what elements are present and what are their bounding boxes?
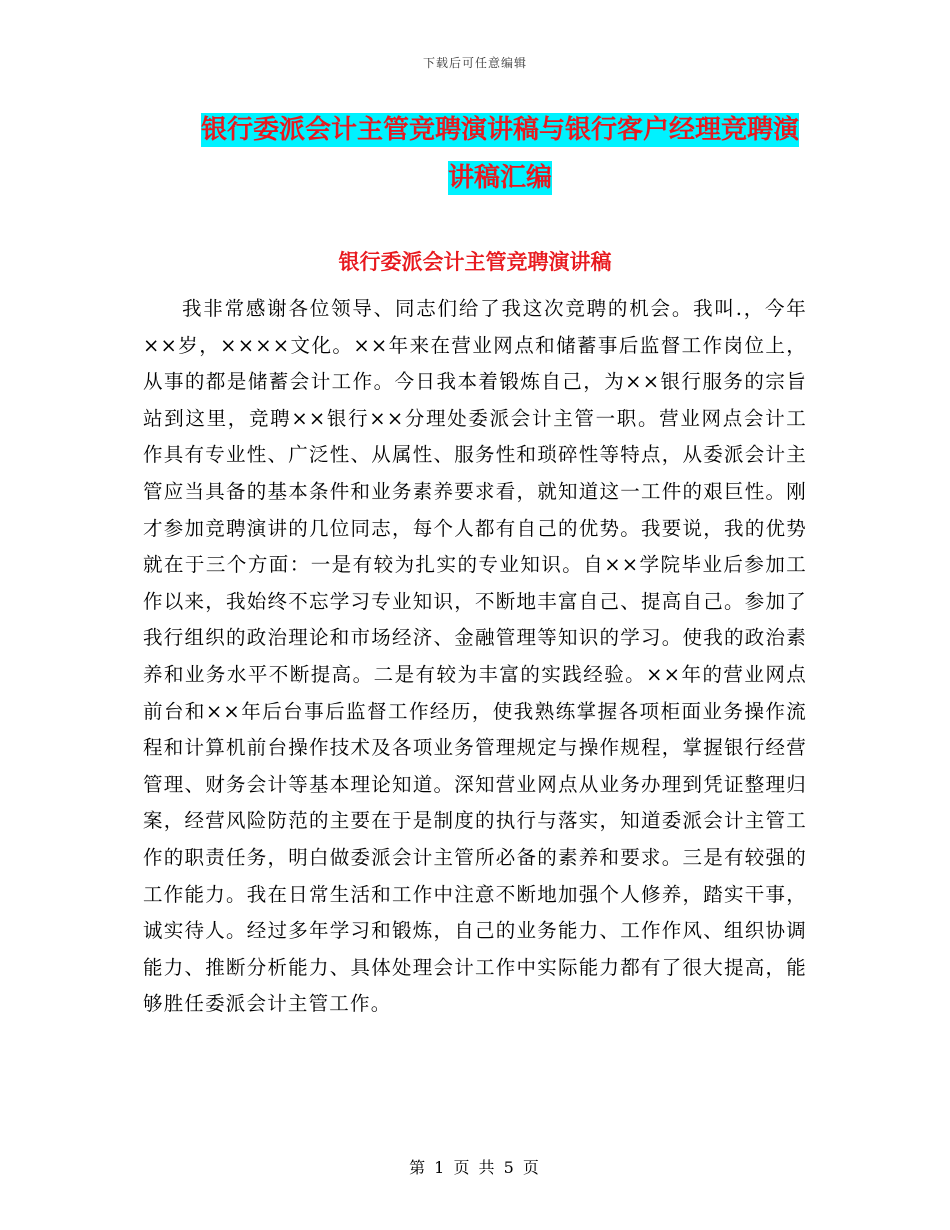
- document-title-line-1: 银行委派会计主管竞聘演讲稿与银行客户经理竞聘演: [200, 115, 799, 145]
- section-title: 银行委派会计主管竞聘演讲稿: [338, 250, 612, 274]
- body-paragraph: 我非常感谢各位领导、同志们给了我这次竞聘的机会。我叫.，今年××岁，××××文化。××年来在营业网点和储蓄事后监督工作岗位上，从事的都是储蓄会计工作。今日我本着锻炼自己，为××银行服务的宗旨站到这里，竞聘××银行××分理处委派会计主管一职。营业网点会计工作具有专业性、广泛性、从属性、服务性和琐碎性等特点，从委派会计主管应当具备的基本条件和业务素养要求看，就知道这一工件的艰巨性。刚才参加竞聘演讲的几位同志，每个人都有自己的优势。我要说，我的优势就在于三个方面：一是有较为扎实的专业知识。自××学院毕业后参加工作以来，我始终不忘学习专业知识，不断地丰富自己、提高自己。参加了我行组织的政治理论和市场经济、金融管理等知识的学习。使我的政治素养和业务水平不断提高。二是有较为丰富的实践经验。××年的营业网点前台和××年后台事后监督工作经历，使我熟练掌握各项柜面业务操作流程和计算机前台操作技术及各项业务管理规定与操作规程，掌握银行经营管理、财务会计等基本理论知道。深知营业网点从业务办理到凭证整理归案，经营风险防范的主要在于是制度的执行与落实，知道委派会计主管工作的职责任务，明白做委派会计主管所必备的素养和要求。三是有较强的工作能力。我在日常生活和工作中注意不断地加强个人修养，踏实干事，诚实待人。经过多年学习和锻炼，自己的业务能力、工作作风、组织协调能力、推断分析能力、具体处理会计工作中实际能力都有了很大提高，能够胜任委派会计主管工作。: [143, 297, 807, 1016]
- document-title: [180, 106, 820, 202]
- document-title-line-2: 讲稿汇编: [447, 163, 552, 193]
- page-number-footer: 第 1 页 共 5 页: [409, 1158, 541, 1177]
- header-note: 下载后可任意编辑: [422, 56, 527, 70]
